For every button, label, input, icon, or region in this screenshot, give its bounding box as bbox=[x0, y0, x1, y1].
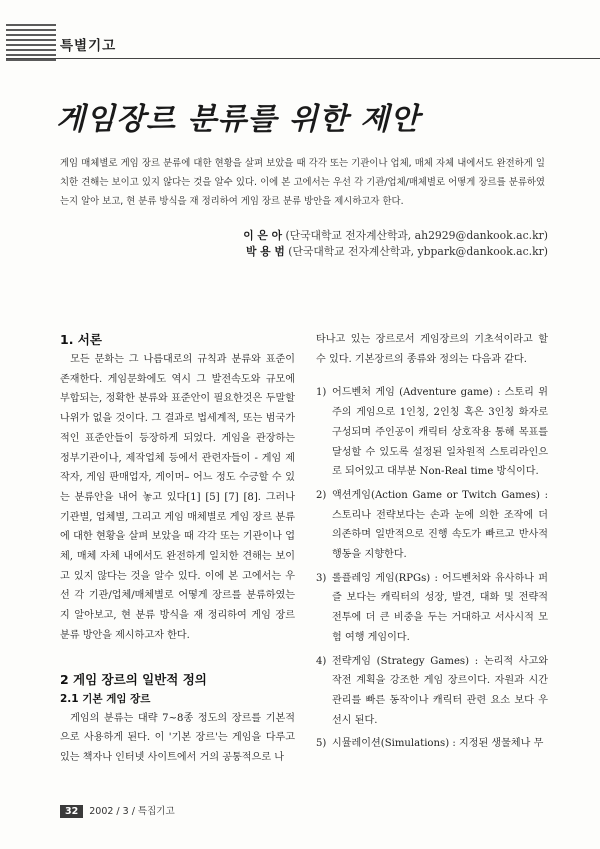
section-tag: 특별기고 bbox=[60, 38, 117, 54]
list-number: 2) bbox=[316, 489, 327, 501]
author-affiliation: (단국대학교 전자계산학과, ah2929@dankook.ac.kr) bbox=[285, 229, 548, 242]
list-item-text: 롤플레잉 게임(RPGs) : 어드벤처와 유사하나 퍼즐 보다는 캐릭터의 성장, 발견, 대화 및 전략적 전투에 더 큰 비중을 두는 거대하고 서사시적 모험 여행 게임이다. bbox=[332, 572, 548, 643]
article-title: 게임장르 분류를 위한 제안 bbox=[56, 102, 421, 137]
list-item bbox=[316, 652, 548, 731]
left-column bbox=[60, 330, 295, 768]
list-number: 4) bbox=[316, 655, 327, 667]
section-heading-genre-definition: 2 게임 장르의 일반적 정의 bbox=[60, 671, 207, 687]
paragraph: 타나고 있는 장르로서 게임장르의 기초석이라고 할 수 있다. 기본장르의 종류와 정의는 다음과 같다. bbox=[316, 334, 548, 365]
paragraph: 모든 문화는 그 나름대로의 규칙과 분류와 표준이 존재한다. 게임문화에도 역시 그 발전속도와 규모에 부합되는, 정확한 분류와 표준안이 필요한것은 두말할 나위가 없을 것이다. 그 결과로 법세계적, 또는 범국가적인 표준안들이 등장하게 되었다. 게임을 관장하는 정부기관이나, 제작업체 등에서 관련자들이 - 게임 제작자, 게임 판매업자, 게이머– 어느 정도 수긍할 수 있는 분류안을 내어 놓고 있다[1] [5] [7] [8]. 그러나 기관별, 업체별, 그리고 게임 매체별로 게임 장르 분류에 대한 현황을 살펴 보았을 때 각각 또는 기관이나 업체, 매체 자체 내에서도 완전하게 일치한 견해는 보이고 있지 않다는 것을 알수 있다. 이에 본 고에서는 우선 각 기관/업체/매체별로 어떻게 장르를 분류하였는지 알아보고, 현 분류 방식을 재 정리하여 게임 장르 분류 방안을 제시하고자 한다. bbox=[60, 354, 295, 641]
footer-text: 2002 / 3 / 특집기고 bbox=[89, 806, 175, 817]
author-name: 이 은 아 bbox=[243, 229, 282, 242]
abstract: 게임 매체별로 게임 장르 분류에 대한 현황을 살펴 보았을 때 각각 또는 기관이나 업체, 매체 자체 내에서도 완전하게 일치한 견해는 보이고 있지 않다는 것을 알수 있다. 이에 본 고에서는 우선 각 기관/업체/매체별로 어떻게 장르를 분류하였는지 알아 보고, 현 분류 방식을 재 정리하여 게임 장르 분류 방안을 제시하고자 한다. bbox=[60, 158, 545, 207]
page-footer bbox=[60, 803, 175, 817]
list-number: 5) bbox=[316, 738, 327, 750]
list-item-text: 시뮬레이션(Simulations) : 지정된 생물체나 무 bbox=[332, 738, 544, 750]
list-item bbox=[316, 383, 548, 482]
author-line bbox=[188, 244, 548, 260]
list-number: 3) bbox=[316, 572, 327, 584]
header-rule bbox=[6, 58, 600, 59]
list-item-text: 액션게임(Action Game or Twitch Games) : 스토리나 전략보다는 손과 눈에 의한 조작에 더 의존하며 일반적으로 진행 속도가 빠르고 반사적 행동을 지향한다. bbox=[332, 489, 548, 561]
list-item bbox=[316, 569, 548, 648]
genre-list bbox=[316, 383, 548, 754]
author-list bbox=[188, 228, 548, 260]
list-item bbox=[316, 734, 548, 754]
author-line bbox=[188, 228, 548, 244]
header-stripes-decoration bbox=[6, 24, 56, 62]
author-affiliation: (단국대학교 전자계산학과, ybpark@dankook.ac.kr) bbox=[288, 245, 548, 258]
paragraph: 게임의 분류는 대략 7~8종 정도의 장르를 기본적으로 사용하게 된다. 이 '기본 장르'는 게임을 다루고 있는 책자나 인터넷 사이트에서 거의 공통적으로 나 bbox=[60, 712, 295, 763]
list-item-text: 전략게임 (Strategy Games) : 논리적 사고와 작전 계획을 강조한 게임 장르이다. 자원과 시간 관리를 빠른 동작이나 캐릭터 관련 요소 보다 우선시 된다. bbox=[332, 655, 548, 726]
right-column bbox=[316, 330, 548, 758]
author-name: 박 용 범 bbox=[246, 245, 285, 258]
list-item bbox=[316, 486, 548, 565]
list-item-text: 어드벤처 게임 (Adventure game) : 스토리 위주의 게임으로 1인칭, 2인칭 혹은 3인칭 화자로 구성되며 주인공이 캐릭터 상호작용 통해 목표를 달성할 수 있도록 설정된 일차원적 스토리라인으로 되어있고 대부분 Non-Real time 방식이다. bbox=[332, 387, 548, 478]
section-heading-introduction: 1. 서론 bbox=[60, 332, 102, 347]
subsection-heading-basic-genre: 2.1 기본 게임 장르 bbox=[60, 692, 151, 705]
list-number: 1) bbox=[316, 387, 327, 399]
page-number: 32 bbox=[60, 805, 83, 818]
